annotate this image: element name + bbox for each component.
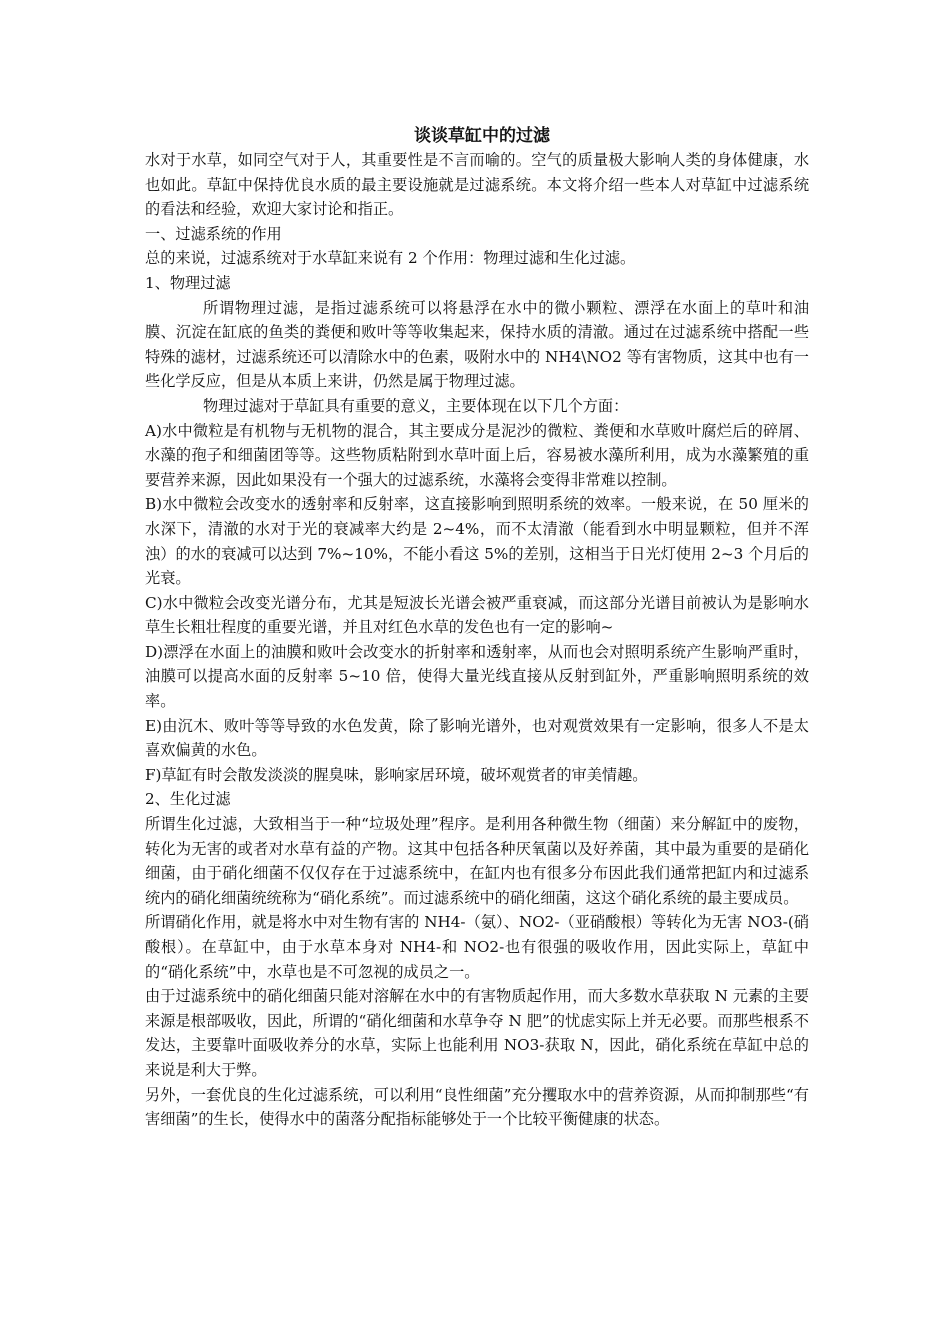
- paragraph-physical-importance: 物理过滤对于草缸具有重要的意义，主要体现在以下几个方面：: [203, 396, 629, 415]
- list-item-d: D)漂浮在水面上的油膜和败叶会改变水的折射率和透射率，从而也会对照明系统产生影响严重时，油膜可以提高水面的反射率 5~10 倍，使得大量光线直接从反射到缸外，严重影响照明系统的效率。: [145, 642, 809, 711]
- paragraph-summary: 总的来说，过滤系统对于水草缸来说有 2 个作用：物理过滤和生化过滤。: [145, 249, 636, 268]
- paragraph-nitrogen-competition: 由于过滤系统中的硝化细菌只能对溶解在水中的有害物质起作用，而大多数水草获取 N 元素的主要来源是根部吸收，因此，所谓的“硝化细菌和水草争夺 N 肥”的忧虑实际上并无必要。而那些根系不发达，主要靠叶面吸收养分的水草，实际上也能利用 NO3-获取 N，因此，硝化系统在草缸中总的来说是利大于弊。: [145, 987, 809, 1079]
- paragraph-nitrification: 所谓硝化作用，就是将水中对生物有害的 NH4-（氨）、NO2-（亚硝酸根）等转化为无害 NO3-(硝酸根）。在草缸中，由于水草本身对 NH4-和 NO2-也有很强的吸收作用，因此实际上，草缸中的“硝化系统”中，水草也是不可忽视的成员之一。: [145, 913, 809, 981]
- document-body: [145, 148, 809, 1132]
- list-item-c: C)水中微粒会改变光谱分布，尤其是短波长光谱会被严重衰减，而这部分光谱目前被认为是影响水草生长粗壮程度的重要光谱，并且对红色水草的发色也有一定的影响~: [145, 593, 809, 637]
- list-item-f: F)草缸有时会散发淡淡的腥臭味，影响家居环境，破坏观赏者的审美情趣。: [145, 765, 648, 784]
- document-page: [145, 122, 809, 1132]
- subsection-heading-biochemical: 2、生化过滤: [145, 790, 231, 809]
- document-title: 谈谈草缸中的过滤: [414, 126, 550, 146]
- paragraph-biochemical-definition: 所谓生化过滤，大致相当于一种“垃圾处理”程序。是利用各种微生物（细菌）来分解缸中的废物，转化为无害的或者对水草有益的产物。这其中包括各种厌氧菌以及好养菌，其中最为重要的是硝化细菌，由于硝化细菌不仅仅存在于过滤系统中，在缸内也有很多分布因此我们通常把缸内和过滤系统内的硝化细菌统统称为“硝化系统”。而过滤系统中的硝化细菌，这这个硝化系统的最主要成员。: [145, 815, 809, 907]
- section-heading-1: 一、过滤系统的作用: [145, 224, 282, 243]
- paragraph-physical-definition: 所谓物理过滤，是指过滤系统可以将悬浮在水中的微小颗粒、漂浮在水面上的草叶和油膜、沉淀在缸底的鱼类的粪便和败叶等等收集起来，保持水质的清澈。通过在过滤系统中搭配一些特殊的滤材，过滤系统还可以清除水中的色素，吸附水中的 NH4\NO2 等有害物质，这其中也有一些化学反应，但是从本质上来讲，仍然是属于物理过滤。: [145, 298, 809, 391]
- list-item-b: B)水中微粒会改变水的透射率和反射率，这直接影响到照明系统的效率。一般来说，在 50 厘米的水深下，清澈的水对于光的衰减率大约是 2~4%，而不太清澈（能看到水中明显颗粒，但并不浑浊）的水的衰减可以达到 7%~10%，不能小看这 5%的差别，这相当于日光灯使用 2~3 个月后的光衰。: [145, 495, 809, 588]
- subsection-heading-physical: 1、物理过滤: [145, 273, 231, 292]
- paragraph-intro: 水对于水草，如同空气对于人，其重要性是不言而喻的。空气的质量极大影响人类的身体健康，水也如此。草缸中保持优良水质的最主要设施就是过滤系统。本文将介绍一些本人对草缸中过滤系统的看法和经验，欢迎大家讨论和指正。: [145, 151, 809, 219]
- list-item-a: A)水中微粒是有机物与无机物的混合，其主要成分是泥沙的微粒、粪便和水草败叶腐烂后的碎屑、水藻的孢子和细菌团等等。这些物质粘附到水草叶面上后，容易被水藻所利用，成为水藻繁殖的重要营养来源，因此如果没有一个强大的过滤系统，水藻将会变得非常难以控制。: [145, 421, 809, 489]
- paragraph-beneficial-bacteria: 另外，一套优良的生化过滤系统，可以利用“良性细菌”充分攫取水中的营养资源，从而抑制那些“有害细菌”的生长，使得水中的菌落分配指标能够处于一个比较平衡健康的状态。: [145, 1085, 809, 1129]
- list-item-e: E)由沉木、败叶等等导致的水色发黄，除了影响光谱外，也对观赏效果有一定影响，很多人不是太喜欢偏黄的水色。: [145, 716, 809, 760]
